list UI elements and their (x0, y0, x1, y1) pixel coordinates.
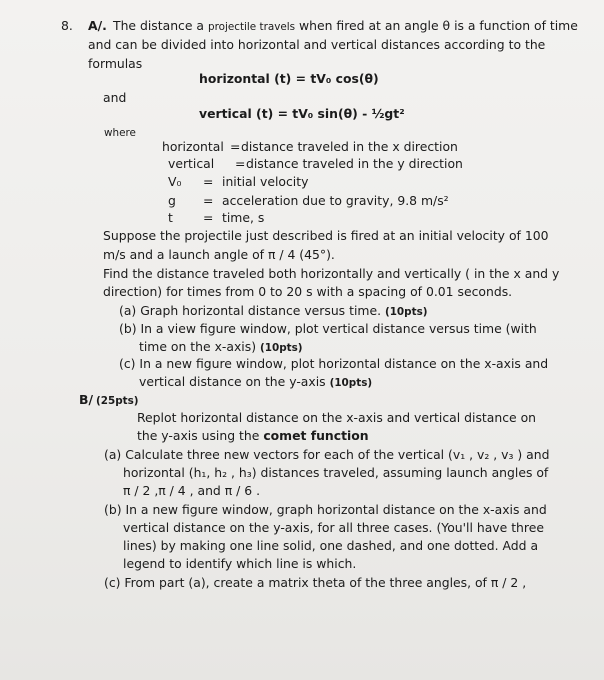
question-number: 8. (61, 18, 73, 33)
intro-line-2: and can be divided into horizontal and vertical distances according to the (88, 37, 546, 52)
part-a-item-b-line-1: (b) In a view figure window, plot vertical distance versus time (with (119, 321, 537, 336)
def-desc-t: time, s (222, 210, 265, 225)
part-a-item-b-line-2: time on the x-axis) (10pts) (139, 339, 303, 354)
scenario-line-3: Find the distance traveled both horizontally and vertically ( in the x and y (103, 266, 560, 281)
part-b-item-b-line-3: lines) by making one line solid, one dashed, and one dotted. Add a (123, 538, 539, 553)
part-b-intro-line-1: Replot horizontal distance on the x-axis and vertical distance on (137, 410, 537, 425)
part-b-item-b-line-2: vertical distance on the y-axis, for all three cases. (You'll have three (123, 520, 544, 535)
part-a-item-c-line-1: (c) In a new figure window, plot horizontal distance on the x-axis and (119, 356, 549, 371)
where-label: where (104, 127, 136, 139)
part-b-item-b-line-4: legend to identify which line is which. (123, 556, 357, 571)
and-label: and (103, 90, 127, 105)
def-term-g: g (168, 193, 176, 208)
formula-horizontal: horizontal (t) = tV₀ cos(θ) (199, 71, 379, 86)
def-eq: = (203, 210, 214, 225)
formula-vertical: vertical (t) = tV₀ sin(θ) - ½gt² (199, 106, 405, 121)
part-b-label: B/ (79, 392, 93, 407)
def-term-horizontal: horizontal (162, 139, 224, 154)
part-b-item-b-line-1: (b) In a new figure window, graph horizontal distance on the x-axis and (104, 502, 547, 517)
def-desc-v0: initial velocity (222, 174, 309, 189)
def-eq: = (230, 139, 241, 154)
part-b-item-a-line-1: (a) Calculate three new vectors for each of the vertical (v₁ , v₂ , v₃ ) and (104, 447, 550, 462)
part-a-item-c-line-2: vertical distance on the y-axis (10pts) (139, 374, 373, 389)
def-term-t: t (168, 210, 173, 225)
part-b-item-c-line-1: (c) From part (a), create a matrix theta of the three angles, of π / 2 , (104, 575, 527, 590)
def-desc-vertical: distance traveled in the y direction (246, 156, 463, 171)
def-term-v0: V₀ (168, 174, 182, 189)
def-term-vertical: vertical (168, 156, 215, 171)
part-a-item-a: (a) Graph horizontal distance versus time. (10pts) (119, 303, 428, 318)
part-b-item-a-line-2: horizontal (h₁, h₂ , h₃) distances traveled, assuming launch angles of (123, 465, 549, 480)
scenario-line-4: direction) for times from 0 to 20 s with a spacing of 0.01 seconds. (103, 284, 513, 299)
part-b-points: (25pts) (96, 395, 139, 407)
def-eq: = (203, 193, 214, 208)
intro-line-1: The distance a projectile travels when fired at an angle θ is a function of time (113, 18, 578, 33)
def-desc-g: acceleration due to gravity, 9.8 m/s² (222, 193, 449, 208)
intro-line-3: formulas (88, 56, 143, 71)
part-a-label: A/. (88, 18, 107, 33)
def-eq: = (235, 156, 246, 171)
scenario-line-2: m/s and a launch angle of π / 4 (45°). (103, 247, 335, 262)
def-eq: = (203, 174, 214, 189)
part-b-item-a-line-3: π / 2 ,π / 4 , and π / 6 . (123, 483, 261, 498)
def-desc-horizontal: distance traveled in the x direction (241, 139, 458, 154)
part-b-intro-line-2: the y-axis using the comet function (137, 428, 369, 443)
scenario-line-1: Suppose the projectile just described is fired at an initial velocity of 100 (103, 228, 549, 243)
